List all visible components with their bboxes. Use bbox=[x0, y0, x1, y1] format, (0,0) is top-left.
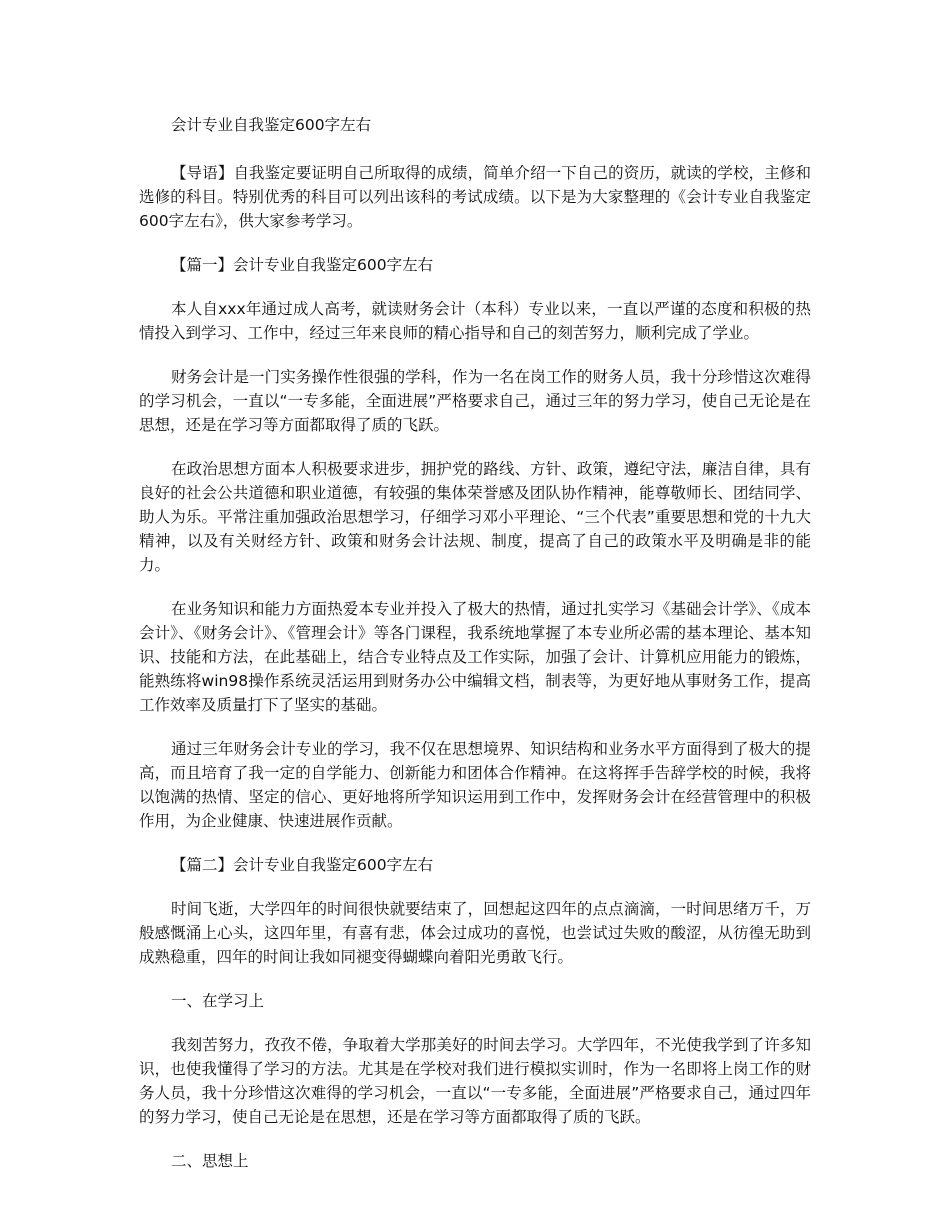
section-1-paragraph-3: 在政治思想方面本人积极要求进步，拥护党的路线、方针、政策，遵纪守法，廉洁自律，具有良好的社会公共道德和职业道德，有较强的集体荣誉感及团队协作精神，能尊敬师长、团结同学、助人为乐。平常注重加强政治思想学习，仔细学习邓小平理论、“三个代表”重要思想和党的十九大精神，以及有关财经方针、政策和财务会计法规、制度，提高了自己的政策水平及明确是非的能力。 bbox=[139, 460, 811, 574]
section-1-paragraph-5: 通过三年财务会计专业的学习，我不仅在思想境界、知识结构和业务水平方面得到了极大的提高，而且培育了我一定的自学能力、创新能力和团体合作精神。在这将挥手告辞学校的时候，我将以饱满的热情、坚定的信心、更好地将所学知识运用到工作中，发挥财务会计在经营管理中的积极作用，为企业健康、快速进展作贡献。 bbox=[139, 740, 811, 830]
intro-paragraph: 【导语】自我鉴定要证明自己所取得的成绩，简单介绍一下自己的资历，就读的学校，主修和选修的科目。特别优秀的科目可以列出该科的考试成绩。以下是为大家整理的《会计专业自我鉴定600字左右》，供大家参考学习。 bbox=[139, 164, 811, 230]
section-1-paragraph-4: 在业务知识和能力方面热爱本专业并投入了极大的热情，通过扎实学习《基础会计学》、《成本会计》、《财务会计》、《管理会计》等各门课程，我系统地掌握了本专业所必需的基本理论、基本知识、技能和方法，在此基础上，结合专业特点及工作实际，加强了会计、计算机应用能力的锻炼，能熟练将win98操作系统灵活运用到财务办公中编辑文档，制表等，为更好地从事财务工作，提高工作效率及质量打下了坚实的基础。 bbox=[139, 600, 811, 714]
section-1-paragraph-2: 财务会计是一门实务操作性很强的学科，作为一名在岗工作的财务人员，我十分珍惜这次难得的学习机会，一直以“一专多能，全面进展”严格要求自己，通过三年的努力学习，使自己无论是在思想，还是在学习等方面都取得了质的飞跃。 bbox=[139, 368, 811, 434]
section-1-paragraph-1: 本人自xxx年通过成人高考，就读财务会计（本科）专业以来，一直以严谨的态度和积极的热情投入到学习、工作中，经过三年来良师的精心指导和自己的刻苦努力，顺利完成了学业。 bbox=[139, 300, 811, 342]
study-paragraph: 我刻苦努力，孜孜不倦，争取着大学那美好的时间去学习。大学四年，不光使我学到了许多知识，也使我懂得了学习的方法。尤其是在学校对我们进行模拟实训时，作为一名即将上岗工作的财务人员，我十分珍惜这次难得的学习机会，一直以“一专多能，全面进展”严格要求自己，通过四年的努力学习，使自己无论是在思想，还是在学习等方面都取得了质的飞跃。 bbox=[139, 1036, 811, 1126]
document-title: 会计专业自我鉴定600字左右 bbox=[171, 116, 372, 134]
section-2-intro: 时间飞逝，大学四年的时间很快就要结束了，回想起这四年的点点滴滴，一时间思绪万千，万般感慨涌上心头，这四年里，有喜有悲，体会过成功的喜悦，也尝试过失败的酸涩，从彷徨无助到成熟稳重，四年的时间让我如同褪变得蝴蝶向着阳光勇敢飞行。 bbox=[139, 900, 811, 966]
section-1-heading: 【篇一】会计专业自我鉴定600字左右 bbox=[171, 256, 434, 274]
document-page bbox=[139, 113, 811, 1193]
section-2-heading: 【篇二】会计专业自我鉴定600字左右 bbox=[171, 856, 434, 874]
subheading-thought: 二、思想上 bbox=[171, 1152, 249, 1170]
subheading-study: 一、在学习上 bbox=[171, 992, 265, 1010]
